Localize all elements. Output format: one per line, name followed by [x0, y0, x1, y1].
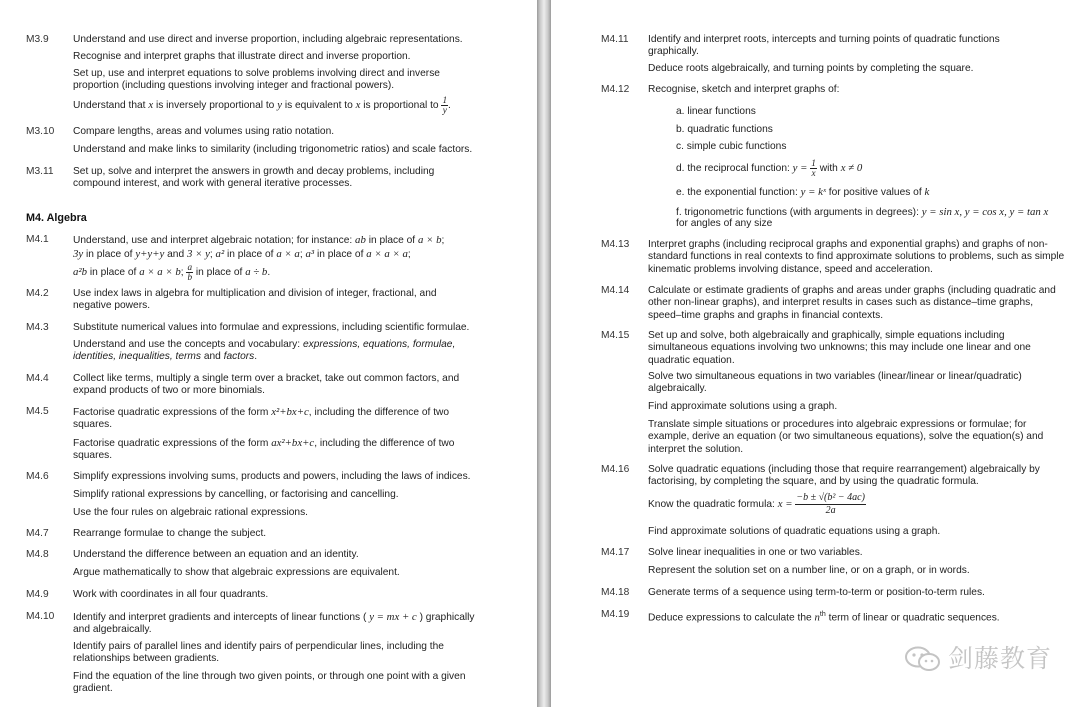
m3-9-line4: Understand that x is inversely proportional to y is equivalent to x is proportional to $\frac{1}{y}$ .	[73, 95, 451, 115]
code-m4-6: M4.6	[26, 471, 49, 482]
m3-9-line3: Set up, use and interpret equations to solve problems involving direct and inverse proportion (including questions involving integer and fractional powers).	[73, 68, 440, 92]
m4-17-line2: Represent the solution set on a number line, or on a graph, or in words.	[648, 565, 970, 576]
right-page	[551, 0, 1080, 707]
m3-9-line2: Recognise and interpret graphs that illustrate direct and inverse proportion.	[73, 51, 411, 62]
m4-15-line2: Solve two simultaneous equations in two variables (linear/linear or linear/quadratic) algebraically.	[648, 371, 1022, 395]
code-m3-10: M3.10	[26, 126, 55, 137]
m4-12-item-f-cont: for angles of any size	[676, 218, 773, 229]
fraction-one-over-x: $\frac{1}{x}$	[811, 158, 816, 178]
m4-5-line2: Factorise quadratic expressions of the form ax²+bx+c, including the difference of two squares.	[73, 437, 455, 462]
m4-10-line1: Identify and interpret gradients and intercepts of linear functions ( y = mx + c ) graphically and algebraically.	[73, 611, 475, 636]
m3-11-line1: Set up, solve and interpret the answers in growth and decay problems, including compound interest, and work with general iterative processes.	[73, 166, 435, 190]
m4-12-line1: Recognise, sketch and interpret graphs of:	[648, 84, 840, 95]
m4-16-line1: Solve quadratic equations (including those that require rearrangement) algebraically by factorising, by completing the square, and by using the quadratic formula.	[648, 464, 1040, 488]
code-m4-14: M4.14	[601, 285, 630, 296]
left-page	[0, 0, 537, 707]
m4-1-line1: Understand, use and interpret algebraic notation; for instance: ab in place of a × b;	[73, 234, 445, 246]
m4-15-line4: Translate simple situations or procedures into algebraic expressions or formulae; for example, derive an equation (or two simultaneous equations), solve the equation(s) and interpret the solution.	[648, 419, 1044, 455]
code-m3-11: M3.11	[26, 166, 54, 177]
m4-9-line1: Work with coordinates in all four quadrants.	[73, 589, 269, 600]
m4-1-line2: 3y in place of y+y+y and 3 × y; a² in place of a × a; a³ in place of a × a × a;	[73, 248, 411, 260]
code-m3-9: M3.9	[26, 34, 49, 45]
m4-11-line1: Identify and interpret roots, intercepts and turning points of quadratic functions graphically.	[648, 34, 1000, 58]
m4-16-formula: Know the quadratic formula: x = $\frac{\text{−b ± √(b² − 4ac)}}{2a}$	[648, 492, 865, 516]
code-m4-13: M4.13	[601, 239, 630, 250]
m4-1-line3: a²b in place of a × a × b; $\frac{a}{b}$ in place of a ÷ b.	[73, 262, 271, 282]
code-m4-11: M4.11	[601, 34, 629, 45]
m4-12-item-a: a. linear functions	[676, 106, 756, 117]
m4-3-line1: Substitute numerical values into formulae and expressions, including scientific formulae.	[73, 322, 470, 333]
m4-6-line2: Simplify rational expressions by cancelling, or factorising and cancelling.	[73, 489, 399, 500]
code-m4-17: M4.17	[601, 547, 630, 558]
m4-2-line1: Use index laws in algebra for multiplication and division of integer, fractional, and negative powers.	[73, 288, 437, 312]
quadratic-formula-fraction: $\frac{\text{−b ± √(b² − 4ac)}}{2a}$	[796, 492, 865, 516]
m4-12-item-e: e. the exponential function: y = kˣ for positive values of k	[676, 186, 930, 198]
m4-13-line1: Interpret graphs (including reciprocal graphs and exponential graphs) and graphs of non-standard functions in real contexts to find approximate solutions to problems, such as simple kinematic problems involving distance, speed and acceleration.	[648, 239, 1065, 275]
m4-12-item-b: b. quadratic functions	[676, 124, 773, 135]
m4-6-line1: Simplify expressions involving sums, products and powers, including the laws of indices.	[73, 471, 471, 482]
code-m4-15: M4.15	[601, 330, 630, 341]
fraction-one-over-y: $\frac{1}{y}$	[442, 95, 448, 115]
section-heading-algebra: M4. Algebra	[26, 212, 87, 224]
m4-10-line2: Identify pairs of parallel lines and identify pairs of perpendicular lines, including the relationships between gradients.	[73, 641, 444, 665]
watermark-text: 剑藤教育	[947, 643, 1052, 673]
code-m4-18: M4.18	[601, 587, 630, 598]
code-m4-16: M4.16	[601, 464, 630, 475]
code-m4-1: M4.1	[26, 234, 49, 245]
code-m4-7: M4.7	[26, 528, 49, 539]
m4-5-line1: Factorise quadratic expressions of the form x²+bx+c, including the difference of two squares.	[73, 406, 450, 431]
wechat-icon	[904, 645, 942, 673]
m4-16-line3: Find approximate solutions of quadratic equations using a graph.	[648, 526, 941, 537]
m3-9-line1: Understand and use direct and inverse proportion, including algebraic representations.	[73, 34, 463, 45]
m4-8-line1: Understand the difference between an equation and an identity.	[73, 549, 359, 560]
m4-12-item-c: c. simple cubic functions	[676, 141, 787, 152]
m3-10-line2: Understand and make links to similarity (including trigonometric ratios) and scale factors.	[73, 144, 473, 155]
code-m4-3: M4.3	[26, 322, 49, 333]
m4-10-line3: Find the equation of the line through two given points, or through one point with a given gradient.	[73, 671, 466, 695]
watermark	[904, 645, 1052, 673]
code-m4-8: M4.8	[26, 549, 49, 560]
m4-11-line2: Deduce roots algebraically, and turning points by completing the square.	[648, 63, 974, 74]
m4-3-line2: Understand and use the concepts and vocabulary: expressions, equations, formulae, identities, inequalities, terms and factors.	[73, 339, 456, 363]
code-m4-12: M4.12	[601, 84, 630, 95]
m4-12-item-f: f. trigonometric functions (with arguments in degrees): y = sin x, y = cos x, y = tan x	[676, 206, 1049, 218]
fraction-a-over-b: $\frac{a}{b}$	[187, 262, 193, 282]
code-m4-2: M4.2	[26, 288, 49, 299]
page-gutter	[537, 0, 551, 707]
m4-17-line1: Solve linear inequalities in one or two variables.	[648, 547, 863, 558]
m4-6-line3: Use the four rules on algebraic rational expressions.	[73, 507, 309, 518]
m4-12-item-d: d. the reciprocal function: y = $\frac{1}{x}$ with x ≠ 0	[676, 158, 863, 178]
m4-18-line1: Generate terms of a sequence using term-to-term or position-to-term rules.	[648, 587, 985, 598]
code-m4-10: M4.10	[26, 611, 55, 622]
code-m4-5: M4.5	[26, 406, 49, 417]
code-m4-9: M4.9	[26, 589, 49, 600]
m4-4-line1: Collect like terms, multiply a single term over a bracket, take out common factors, and expand products of two or more binomials.	[73, 373, 460, 397]
code-m4-4: M4.4	[26, 373, 49, 384]
m4-8-line2: Argue mathematically to show that algebraic expressions are equivalent.	[73, 567, 400, 578]
m4-19-line1: Deduce expressions to calculate the $n^{th}$ term of linear or quadratic sequences.	[648, 611, 1000, 624]
m4-7-line1: Rearrange formulae to change the subject.	[73, 528, 267, 539]
m4-14-line1: Calculate or estimate gradients of graphs and areas under graphs (including quadratic and other non-linear graphs), and interpret results in cases such as distance–time graphs, speed–time graphs and graphs in financial contexts.	[648, 285, 1056, 321]
m3-10-line1: Compare lengths, areas and volumes using ratio notation.	[73, 126, 335, 137]
m4-15-line3: Find approximate solutions using a graph.	[648, 401, 838, 412]
m4-15-line1: Set up and solve, both algebraically and graphically, simple equations including simultaneous equations involving two unknowns; this may include one linear and one quadratic equation.	[648, 330, 1031, 366]
code-m4-19: M4.19	[601, 609, 630, 620]
